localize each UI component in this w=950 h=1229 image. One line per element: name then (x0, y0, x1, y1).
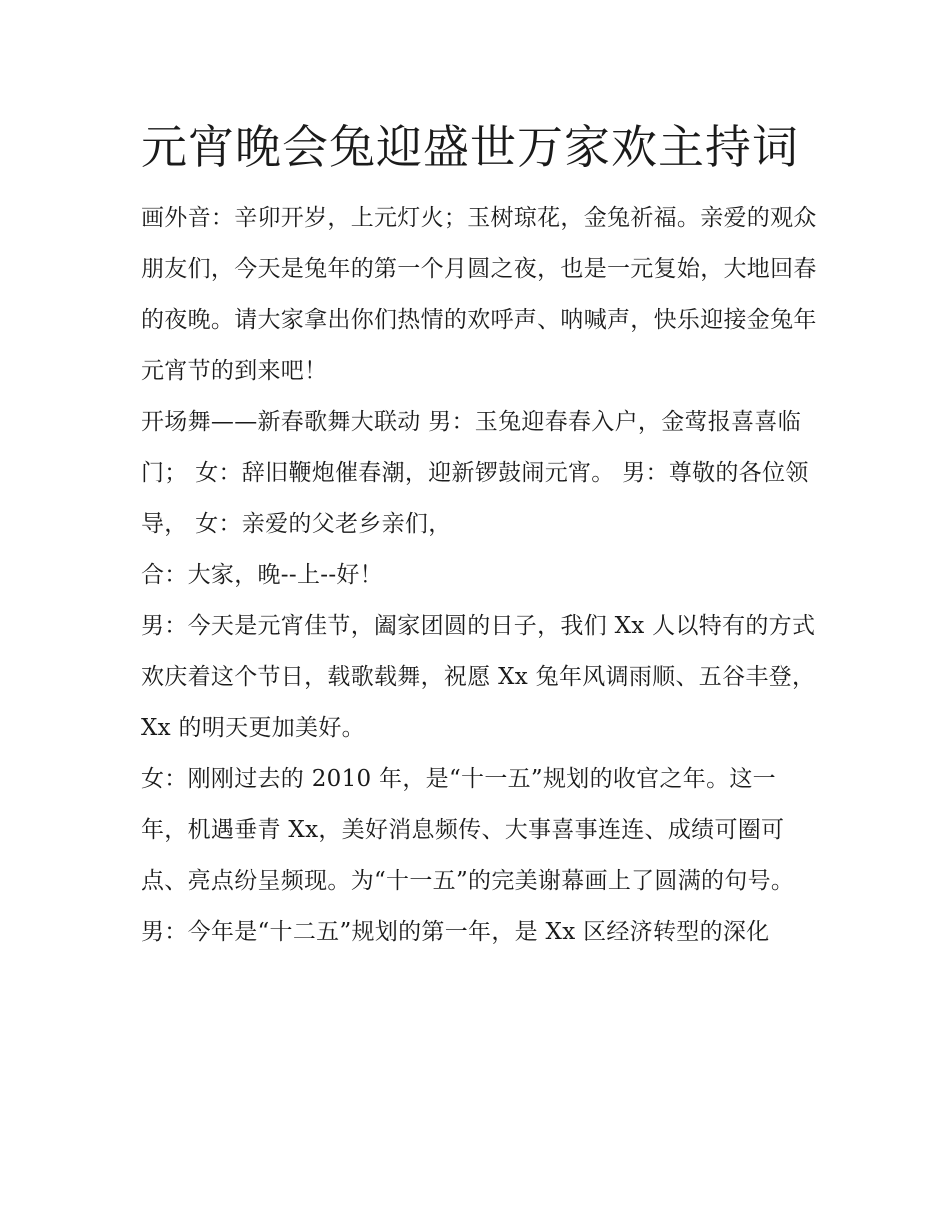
paragraph-voiceover: 画外音：辛卯开岁，上元灯火；玉树琼花，金兔祈福。亲爱的观众朋友们，今天是兔年的第一个月圆之夜，也是一元复始，大地回春的夜晚。请大家拿出你们热情的欢呼声、呐喊声，快乐迎接金兔年元宵节的到来吧！ (141, 205, 817, 384)
document-body (141, 113, 821, 958)
paragraph-male-host-1: 男：今天是元宵佳节，阖家团圆的日子，我们 Xx 人以特有的方式欢庆着这个节日，载歌载舞，祝愿 Xx 兔年风调雨顺、五谷丰登，Xx 的明天更加美好。 (141, 613, 816, 741)
paragraph-together-greeting: 合：大家，晚--上--好！ (141, 562, 383, 588)
paragraph-opening-dance: 开场舞——新春歌舞大联动 男：玉兔迎春春入户，金莺报喜喜临门； 女：辞旧鞭炮催春潮，迎新锣鼓闹元宵。 男：尊敬的各位领导， 女：亲爱的父老乡亲们， (141, 409, 809, 537)
paragraph-male-host-2: 男：今年是“十二五”规划的第一年，是 Xx 区经济转型的深化 (141, 919, 770, 945)
paragraph-female-host-1: 女：刚刚过去的 2010 年，是“十一五”规划的收官之年。这一年，机遇垂青 Xx，美好消息频传、大事喜事连连、成绩可圈可点、亮点纷呈频现。为“十一五”的完美谢幕画上了圆满的句号。 (141, 766, 795, 894)
document-title: 元宵晚会兔迎盛世万家欢主持词 (141, 120, 799, 174)
